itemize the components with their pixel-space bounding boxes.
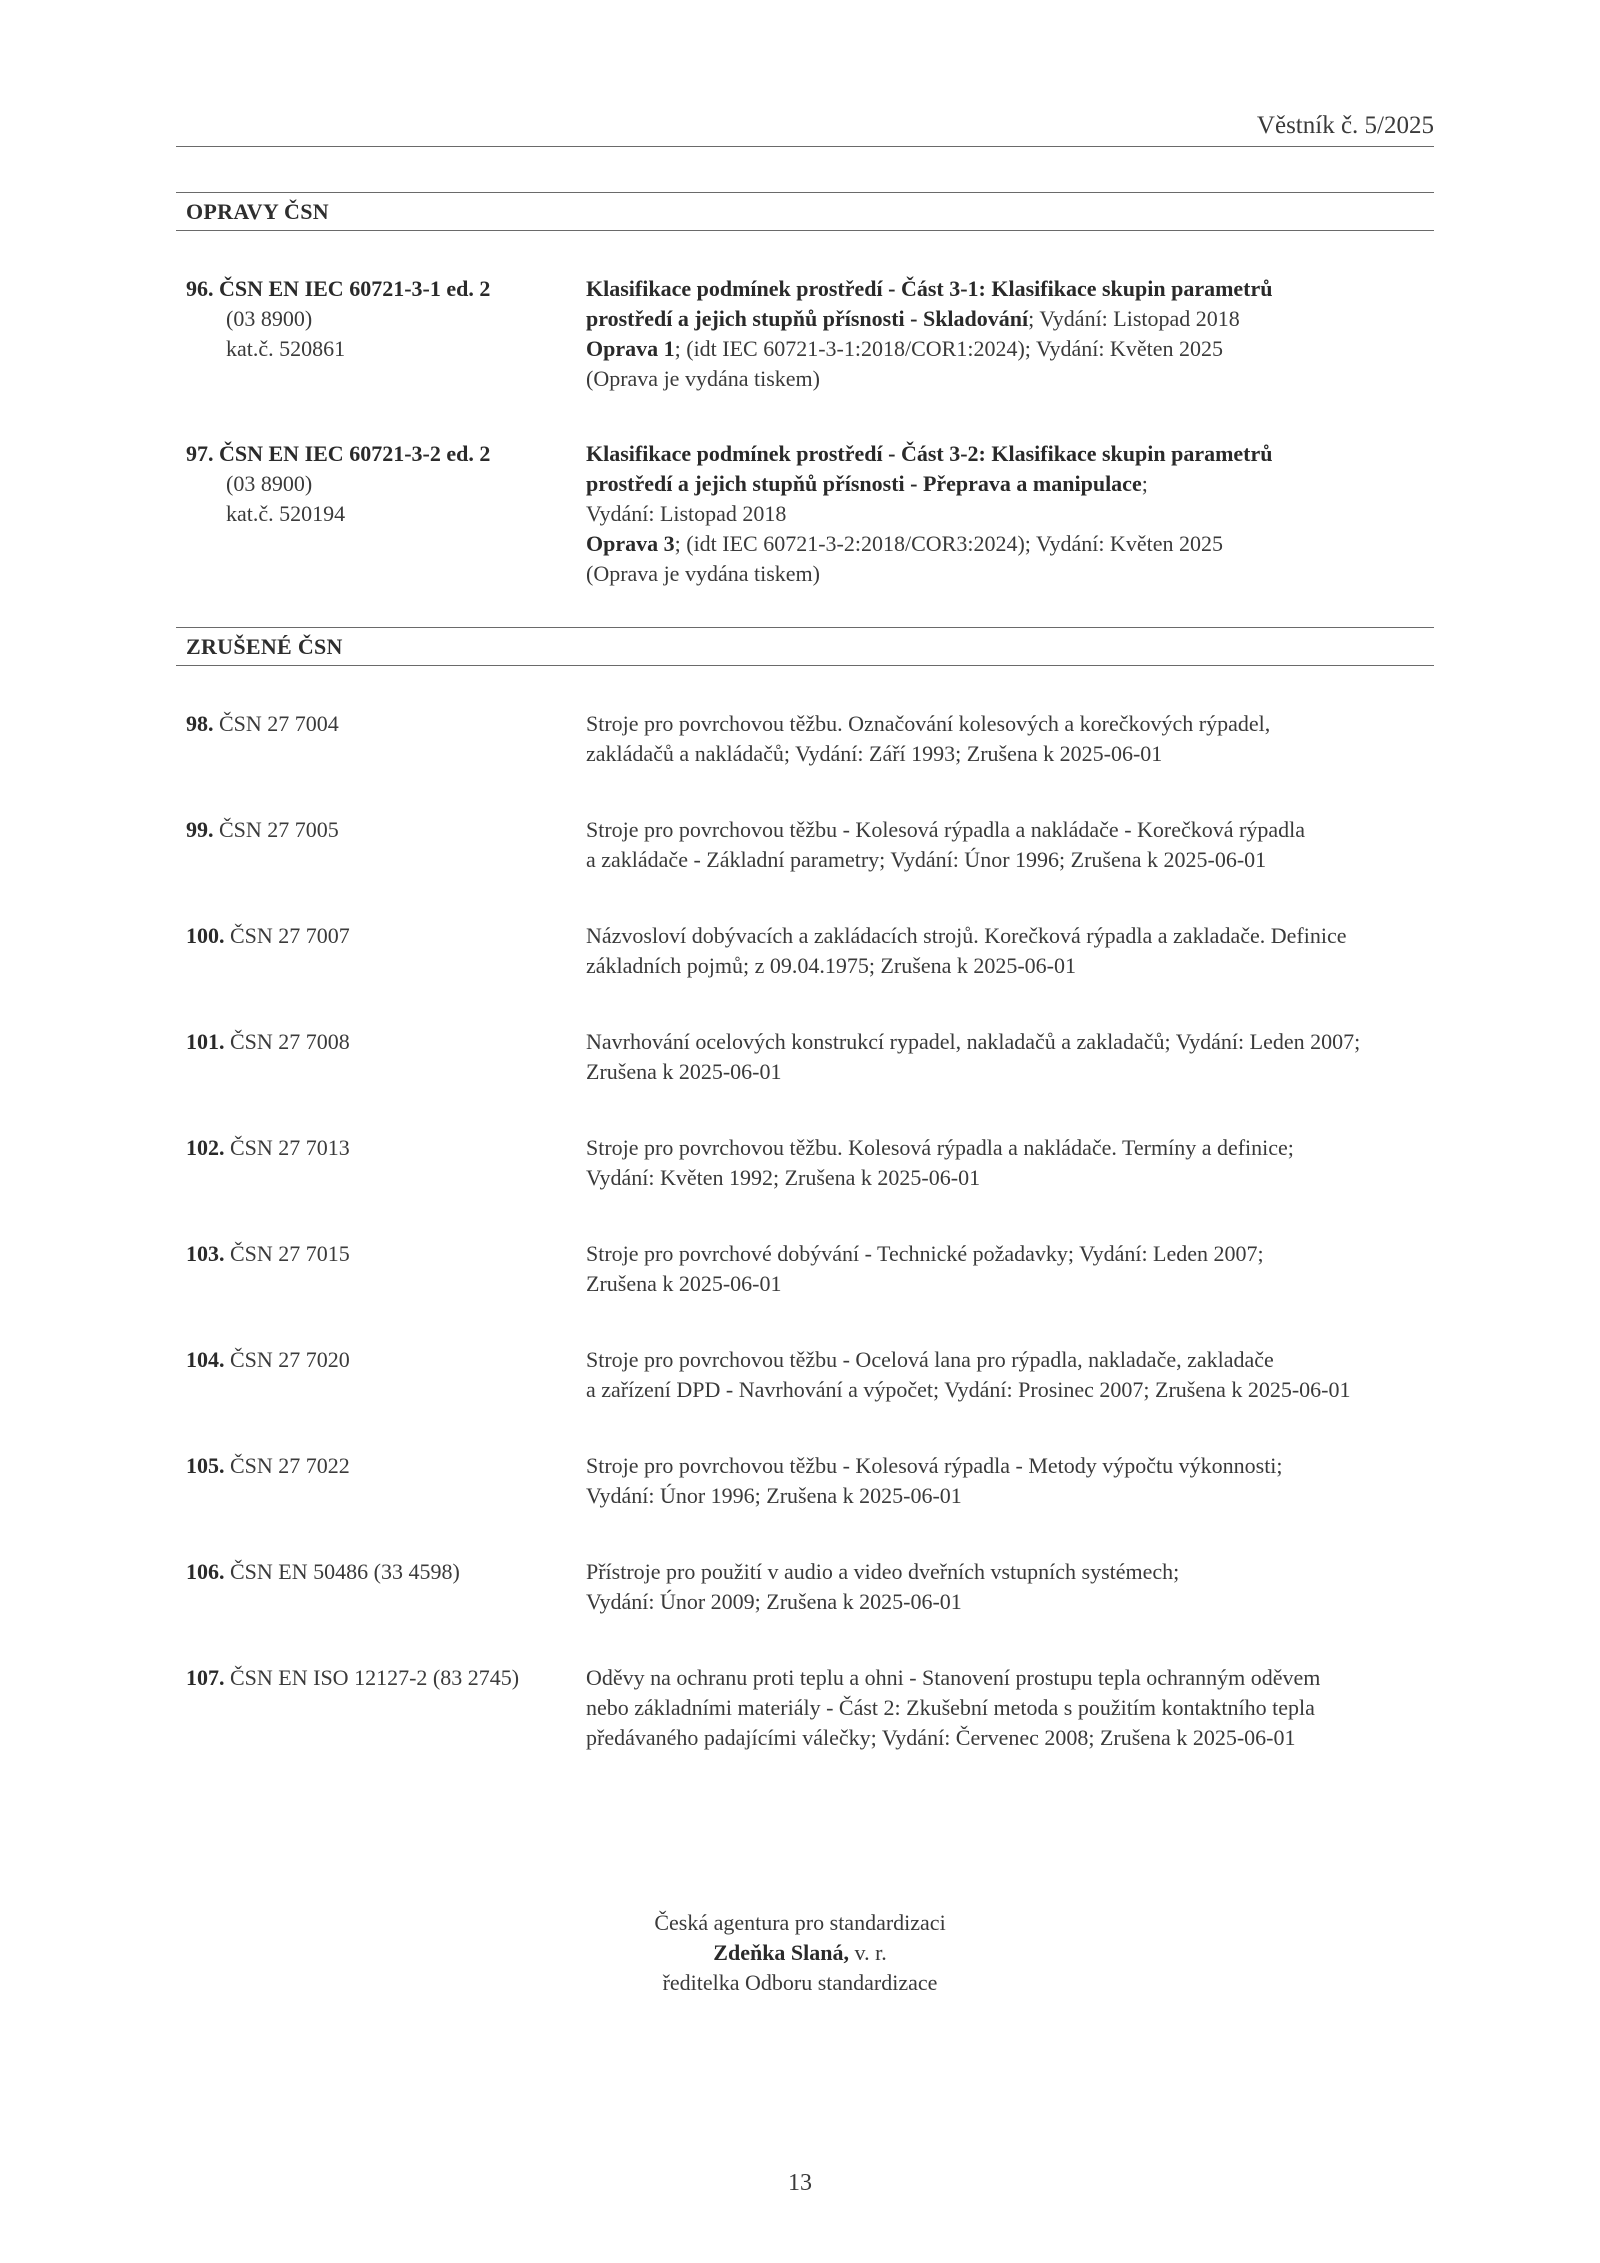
entry-number-code: 96. ČSN EN IEC 60721-3-1 ed. 2 bbox=[186, 276, 491, 301]
standard-identifier bbox=[186, 274, 566, 364]
standard-identifier bbox=[186, 439, 566, 529]
standard-code: ČSN 27 7022 bbox=[230, 1453, 350, 1478]
entry-text: Stroje pro povrchovou těžbu - Kolesová rýpadla - Metody výpočtu výkonnosti; bbox=[586, 1453, 1283, 1478]
entry-text: Vydání: Únor 1996; Zrušena k 2025-06-01 bbox=[586, 1483, 962, 1508]
signatory-role: ředitelka Odboru standardizace bbox=[662, 1970, 938, 1995]
section-rule-bottom bbox=[176, 230, 1434, 231]
standard-title-cont: prostředí a jejich stupňů přísnosti - Skladování bbox=[586, 306, 1029, 331]
bulletin-title: Věstník č. 5/2025 bbox=[1256, 112, 1434, 139]
signature-block bbox=[0, 1908, 1600, 1998]
signatory-line bbox=[0, 1938, 1600, 1968]
entry-number: 105. bbox=[186, 1453, 225, 1478]
standard-description bbox=[586, 439, 1436, 589]
entry-text: zakládačů a nakládačů; Vydání: Září 1993; Zrušena k 2025-06-01 bbox=[586, 741, 1163, 766]
entry-text: Zrušena k 2025-06-01 bbox=[586, 1271, 782, 1296]
entry-number: 107. bbox=[186, 1665, 225, 1690]
entry-text: Stroje pro povrchovou těžbu - Ocelová lana pro rýpadla, nakladače, zakladače bbox=[586, 1347, 1274, 1372]
entry-number: 101. bbox=[186, 1029, 225, 1054]
signatory-suffix: v. r. bbox=[849, 1940, 887, 1965]
section-heading-cancelled: ZRUŠENÉ ČSN bbox=[186, 634, 343, 659]
print-note: (Oprava je vydána tiskem) bbox=[586, 366, 820, 391]
title-tail: ; bbox=[1141, 471, 1148, 496]
standard-title: Klasifikace podmínek prostředí - Část 3-1: Klasifikace skupin parametrů bbox=[586, 276, 1273, 301]
entry-text: základních pojmů; z 09.04.1975; Zrušena k 2025-06-01 bbox=[586, 953, 1077, 978]
correction-details: ; (idt IEC 60721-3-1:2018/COR1:2024); Vydání: Květen 2025 bbox=[674, 336, 1223, 361]
standard-description bbox=[586, 274, 1436, 394]
standard-code: ČSN 27 7020 bbox=[230, 1347, 350, 1372]
entry-number: 104. bbox=[186, 1347, 225, 1372]
catalog-number: kat.č. 520861 bbox=[226, 336, 346, 361]
entry-text: Zrušena k 2025-06-01 bbox=[586, 1059, 782, 1084]
entry-text: Navrhování ocelových konstrukcí rypadel, nakladačů a zakladačů; Vydání: Leden 2007; bbox=[586, 1029, 1361, 1054]
standard-title: Klasifikace podmínek prostředí - Část 3-2: Klasifikace skupin parametrů bbox=[586, 441, 1273, 466]
entry-number: 98. bbox=[186, 711, 214, 736]
entry-number: 99. bbox=[186, 817, 214, 842]
print-note: (Oprava je vydána tiskem) bbox=[586, 561, 820, 586]
entry-text: Stroje pro povrchovou těžbu. Kolesová rýpadla a nakládače. Termíny a definice; bbox=[586, 1135, 1294, 1160]
entry-text: a zakládače - Základní parametry; Vydání: Únor 1996; Zrušena k 2025-06-01 bbox=[586, 847, 1267, 872]
entry-text: Vydání: Květen 1992; Zrušena k 2025-06-01 bbox=[586, 1165, 981, 1190]
standard-code: ČSN 27 7013 bbox=[230, 1135, 350, 1160]
agency-name: Česká agentura pro standardizaci bbox=[654, 1910, 946, 1935]
issue-date: ; Vydání: Listopad 2018 bbox=[1028, 306, 1240, 331]
correction-details: ; (idt IEC 60721-3-2:2018/COR3:2024); Vydání: Květen 2025 bbox=[674, 531, 1223, 556]
entry-text: a zařízení DPD - Navrhování a výpočet; Vydání: Prosinec 2007; Zrušena k 2025-06-01 bbox=[586, 1377, 1351, 1402]
class-code: (03 8900) bbox=[226, 306, 313, 331]
standard-code: ČSN 27 7004 bbox=[219, 711, 339, 736]
entry-number: 100. bbox=[186, 923, 225, 948]
section-rule-top bbox=[176, 627, 1434, 628]
entry-number-code: 97. ČSN EN IEC 60721-3-2 ed. 2 bbox=[186, 441, 491, 466]
section-rule-bottom bbox=[176, 665, 1434, 666]
standard-code: ČSN EN 50486 (33 4598) bbox=[230, 1559, 460, 1584]
catalog-number: kat.č. 520194 bbox=[226, 501, 346, 526]
entry-number: 106. bbox=[186, 1559, 225, 1584]
standard-code: ČSN 27 7005 bbox=[219, 817, 339, 842]
standard-code: ČSN EN ISO 12127-2 (83 2745) bbox=[230, 1665, 520, 1690]
standard-code: ČSN 27 7007 bbox=[230, 923, 350, 948]
entry-text: Přístroje pro použití v audio a video dveřních vstupních systémech; bbox=[586, 1559, 1180, 1584]
entry-number: 103. bbox=[186, 1241, 225, 1266]
section-rule-top bbox=[176, 192, 1434, 193]
entry-number: 102. bbox=[186, 1135, 225, 1160]
standard-code: ČSN 27 7015 bbox=[230, 1241, 350, 1266]
entry-text: Stroje pro povrchové dobývání - Technické požadavky; Vydání: Leden 2007; bbox=[586, 1241, 1264, 1266]
standard-code: ČSN 27 7008 bbox=[230, 1029, 350, 1054]
signatory-name: Zdeňka Slaná, bbox=[713, 1940, 850, 1965]
page-number: 13 bbox=[788, 2170, 812, 2196]
entry-text: Oděvy na ochranu proti teplu a ohni - Stanovení prostupu tepla ochranným oděvem bbox=[586, 1665, 1321, 1690]
entry-text: Stroje pro povrchovou těžbu. Označování kolesových a korečkových rýpadel, bbox=[586, 711, 1271, 736]
issue-date: Vydání: Listopad 2018 bbox=[586, 501, 787, 526]
entry-text: Vydání: Únor 2009; Zrušena k 2025-06-01 bbox=[586, 1589, 962, 1614]
standard-title-cont: prostředí a jejich stupňů přísnosti - Přeprava a manipulace bbox=[586, 471, 1142, 496]
header-rule bbox=[176, 146, 1434, 147]
section-heading-corrections: OPRAVY ČSN bbox=[186, 199, 329, 224]
correction-label: Oprava 1 bbox=[586, 336, 675, 361]
class-code: (03 8900) bbox=[226, 471, 313, 496]
entry-text: předávaného padajícími válečky; Vydání: Červenec 2008; Zrušena k 2025-06-01 bbox=[586, 1725, 1296, 1750]
correction-label: Oprava 3 bbox=[586, 531, 675, 556]
entry-text: nebo základními materiály - Část 2: Zkušební metoda s použitím kontaktního tepla bbox=[586, 1695, 1315, 1720]
entry-text: Stroje pro povrchovou těžbu - Kolesová rýpadla a nakládače - Korečková rýpadla bbox=[586, 817, 1305, 842]
entry-text: Názvosloví dobývacích a zakládacích strojů. Korečková rýpadla a zakladače. Definice bbox=[586, 923, 1347, 948]
